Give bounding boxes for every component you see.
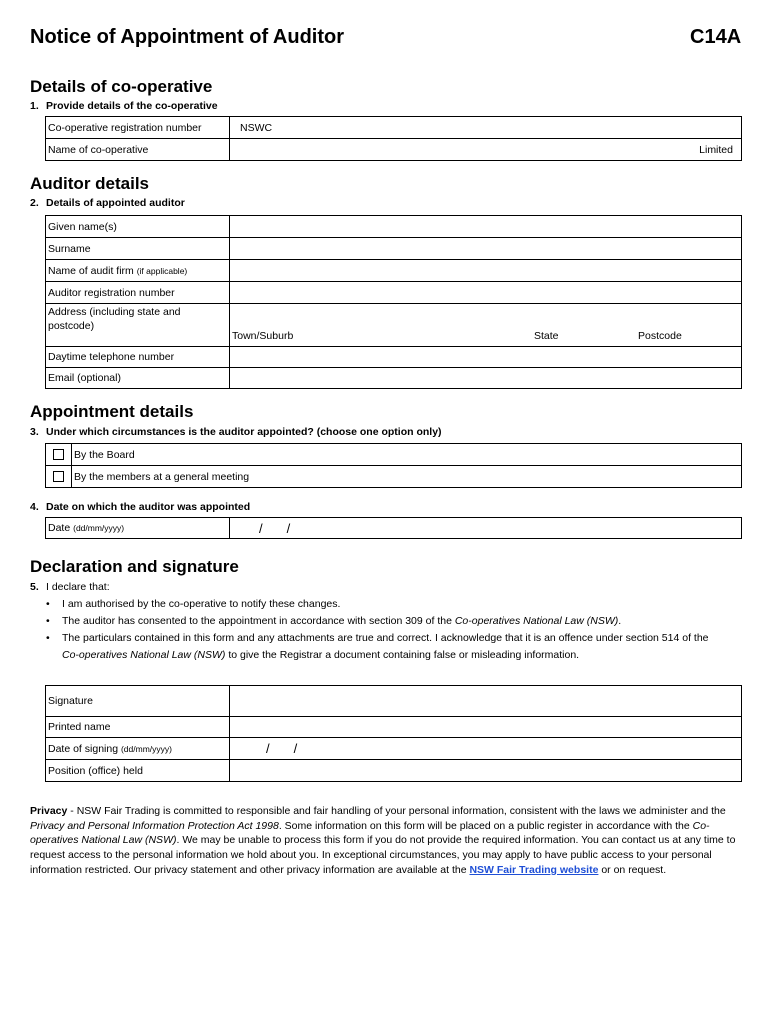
question-number: 3. xyxy=(30,426,39,438)
signature-label: Signature xyxy=(46,686,230,717)
declaration-text: I am authorised by the co-operative to notify these changes. xyxy=(62,598,341,610)
declaration-text: The particulars contained in this form and any attachments are true and correct. I acknowledge that it is an offence under section 514 of the xyxy=(62,632,709,644)
signature-table xyxy=(45,685,742,782)
coop-name-label: Name of co-operative xyxy=(46,139,230,161)
surname-field[interactable] xyxy=(230,238,742,260)
appointment-date-table xyxy=(45,517,742,539)
auditor-details-table xyxy=(45,215,742,389)
printed-name-field[interactable] xyxy=(230,717,742,738)
question-4 xyxy=(30,501,250,513)
coop-reg-label: Co-operative registration number xyxy=(46,117,230,139)
declaration-list xyxy=(30,596,720,664)
option-board-cell xyxy=(46,444,72,466)
coop-reg-prefix: NSWC xyxy=(240,121,273,134)
phone-field[interactable] xyxy=(230,347,742,368)
given-name-field[interactable] xyxy=(230,216,742,238)
section-heading-declaration: Declaration and signature xyxy=(30,557,239,576)
date-slash: / xyxy=(293,741,298,756)
date-slash: / xyxy=(259,520,263,536)
option-members-cell xyxy=(46,466,72,488)
date-slash: / xyxy=(286,520,291,536)
address-field[interactable] xyxy=(230,304,742,347)
town-label: Town/Suburb xyxy=(232,330,294,342)
declaration-item xyxy=(30,613,720,630)
signing-date-label xyxy=(46,738,230,760)
option-board-checkbox[interactable] xyxy=(53,449,64,460)
coop-name-field[interactable] xyxy=(230,139,742,161)
declaration-item xyxy=(30,596,720,613)
form-code: C14A xyxy=(690,26,742,48)
state-label: State xyxy=(534,330,559,342)
appointment-date-field[interactable] xyxy=(230,518,742,539)
declaration-text: . xyxy=(618,615,622,627)
declaration-item xyxy=(30,630,720,664)
position-label: Position (office) held xyxy=(46,760,230,782)
section-heading-appointment: Appointment details xyxy=(30,402,194,421)
question-number: 1. xyxy=(30,100,39,112)
question-number: 2. xyxy=(30,197,39,209)
signature-field[interactable] xyxy=(230,686,742,717)
position-field[interactable] xyxy=(230,760,742,782)
question-number: 5. xyxy=(30,581,39,593)
option-members-checkbox[interactable] xyxy=(53,471,64,482)
privacy-act-name: Privacy and Personal Information Protection Act 1998 xyxy=(30,819,279,832)
privacy-text: - NSW Fair Trading is committed to responsible and fair handling of your personal information, consistent with the laws we administer and the xyxy=(67,805,726,817)
question-number: 4. xyxy=(30,501,39,513)
audit-firm-label xyxy=(46,260,230,282)
privacy-text: . We may be unable to process this form if you do not provide the required information. You can contact us at any time to request access to the personal information we hold about you. In exceptional circumstances, you may apply to have public access to your personal information restricted. Our privacy statement and other privacy information are available at the xyxy=(30,834,736,876)
form-title: Notice of Appointment of Auditor xyxy=(30,26,345,48)
date-slash: / xyxy=(266,741,270,756)
date-label-text: Date xyxy=(48,522,71,534)
question-5 xyxy=(30,581,110,593)
audit-firm-note: (if applicable) xyxy=(136,265,188,276)
auditor-reg-label: Auditor registration number xyxy=(46,282,230,304)
surname-label: Surname xyxy=(46,238,230,260)
question-1 xyxy=(30,100,218,112)
question-text: Date on which the auditor was appointed xyxy=(46,501,251,513)
given-name-label: Given name(s) xyxy=(46,216,230,238)
option-members-label: By the members at a general meeting xyxy=(72,466,742,488)
postcode-label: Postcode xyxy=(638,330,682,342)
email-field[interactable] xyxy=(230,368,742,389)
address-label: Address (including state and postcode) xyxy=(46,304,230,347)
declaration-text: The auditor has consented to the appointment in accordance with section 309 of the xyxy=(62,615,455,627)
privacy-text: or on request. xyxy=(598,863,667,876)
coop-reg-field[interactable] xyxy=(230,117,742,139)
fair-trading-website-link[interactable]: NSW Fair Trading website xyxy=(469,863,599,876)
appointment-options-table xyxy=(45,443,742,488)
date-format-note: (dd/mm/yyyy) xyxy=(120,743,172,754)
question-text: I declare that: xyxy=(46,581,110,593)
audit-firm-field[interactable] xyxy=(230,260,742,282)
law-name: Co-operatives National Law (NSW) xyxy=(30,819,710,847)
option-board-label: By the Board xyxy=(72,444,742,466)
question-text: Details of appointed auditor xyxy=(46,197,185,209)
coop-details-table xyxy=(45,116,742,161)
signing-date-field[interactable] xyxy=(230,738,742,760)
law-name: Co-operatives National Law (NSW) xyxy=(454,615,619,627)
question-2 xyxy=(30,197,185,209)
privacy-text: . Some information on this form will be placed on a public register in accordance with the xyxy=(278,819,693,832)
printed-name-label: Printed name xyxy=(46,717,230,738)
date-format-note: (dd/mm/yyyy) xyxy=(73,523,125,533)
question-text: Provide details of the co-operative xyxy=(46,100,218,112)
section-heading-coop: Details of co-operative xyxy=(30,77,213,96)
phone-label: Daytime telephone number xyxy=(46,347,230,368)
coop-name-suffix: Limited xyxy=(699,143,733,156)
question-3 xyxy=(30,426,442,438)
declaration-text: to give the Registrar a document containing false or misleading information. xyxy=(225,649,580,661)
section-heading-auditor: Auditor details xyxy=(30,174,150,193)
auditor-reg-field[interactable] xyxy=(230,282,742,304)
privacy-label: Privacy xyxy=(30,805,68,817)
privacy-notice xyxy=(30,804,742,878)
law-name: Co-operatives National Law (NSW) xyxy=(62,649,226,661)
email-label: Email (optional) xyxy=(46,368,230,389)
appointment-date-label xyxy=(46,518,230,539)
question-text: Under which circumstances is the auditor appointed? (choose one option only) xyxy=(46,426,442,438)
signing-date-label-text: Date of signing xyxy=(48,742,119,755)
audit-firm-label-text: Name of audit firm xyxy=(48,264,134,277)
